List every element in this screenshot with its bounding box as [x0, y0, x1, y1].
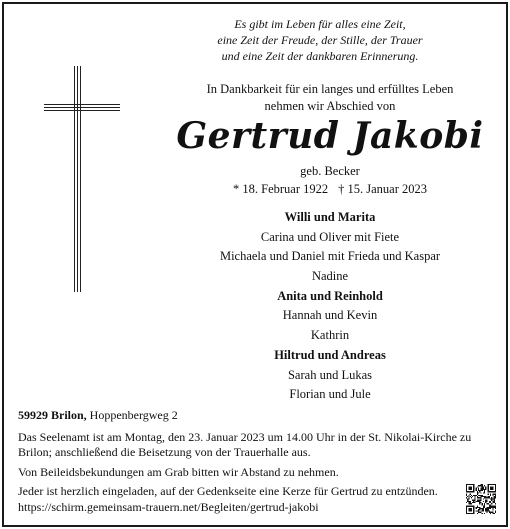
family-member: Sarah und Lukas: [287, 367, 372, 382]
service-info: Das Seelenamt ist am Montag, den 23. Januar 2023 um 14.00 Uhr in der St. Nikolai-Kirche zu Brilon; anschließend die Beisetzung von der Trauerhalle aus.: [18, 429, 472, 459]
motto: [150, 16, 490, 64]
family-member: Willi und Marita: [284, 210, 376, 224]
family-member: Florian und Jule: [289, 387, 371, 402]
intro-line: In Dankbarkeit für ein langes und erfülltes Leben: [206, 82, 454, 96]
family-member: Anita und Reinhold: [277, 288, 383, 303]
motto-line: eine Zeit der Freude, der Stille, der Trauer: [217, 33, 423, 47]
family-member: Kathrin: [310, 328, 350, 343]
family-member: Hannah und Kevin: [282, 308, 378, 323]
intro-line: nehmen wir Abschied von: [264, 99, 396, 113]
motto-line: Es gibt im Leben für alles eine Zeit,: [234, 17, 406, 31]
deceased-name: Gertrud Jakobi: [176, 115, 484, 157]
intro-text: [160, 81, 500, 115]
family-list: [160, 208, 500, 405]
memorial-link[interactable]: https://schirm.gemeinsam-trauern.net/Begleiten/gertrud-jakobi: [18, 499, 319, 514]
life-dates: [160, 181, 500, 197]
motto-line: und eine Zeit der dankbaren Erinnerung.: [221, 49, 419, 63]
memorial-invite: Jeder ist herzlich eingeladen, auf der Gedenkseite eine Kerze für Gertrud zu entzünden.: [18, 484, 438, 498]
family-member: Michaela und Daniel mit Frieda und Kaspar: [219, 249, 441, 264]
address-city: 59929 Brilon,: [18, 408, 87, 422]
birth-date: * 18. Februar 1922: [233, 182, 329, 196]
address-street: Hoppenbergweg 2: [89, 408, 178, 422]
address: [18, 408, 488, 424]
birth-name: geb. Becker: [300, 164, 360, 178]
family-member: Carina und Oliver mit Fiete: [260, 229, 400, 244]
condolence-note: Von Beileidsbekundungen am Grab bitten wir Abstand zu nehmen.: [18, 464, 339, 479]
death-date: † 15. Januar 2023: [338, 182, 427, 196]
family-member: Hiltrud und Andreas: [274, 347, 386, 362]
qr-code-icon[interactable]: [466, 484, 496, 514]
cross-icon: [44, 66, 120, 292]
family-member: Nadine: [311, 269, 349, 284]
footer: [18, 408, 488, 519]
